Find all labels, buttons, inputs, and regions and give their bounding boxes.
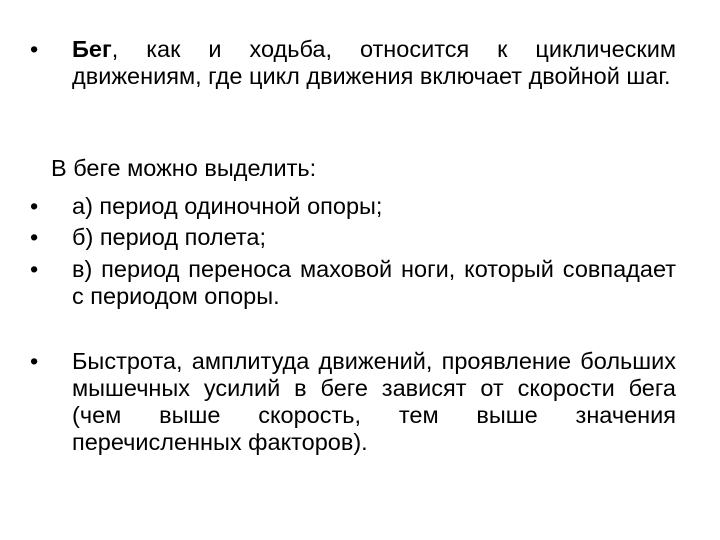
bullet-text [72,36,676,90]
bullet-text: в) период переноса маховой ноги, который совпадает с периодом опоры. [72,256,676,309]
bullet-marker: • [30,256,39,282]
bullet-item-run-definition [30,36,676,90]
bullet-marker: • [30,224,39,250]
bullet-text: б) период полета; [72,224,266,250]
bullet-item-c [30,256,676,310]
term-description: , как и ходьба, относится к циклическим движениям, где цикл движения включает двойной шаг. [72,36,676,89]
bullet-text: а) период одиночной опоры; [72,193,383,219]
intro-line: В беге можно выделить: [51,155,317,181]
bullet-marker: • [30,36,39,62]
bullet-item-a [30,193,676,220]
bullet-marker: • [30,348,39,374]
bullet-item-speed [30,348,676,456]
bullet-item-b [30,224,676,251]
term-bold: Бег [72,36,112,62]
bullet-marker: • [30,193,39,219]
bullet-text: Быстрота, амплитуда движений, проявление больших мышечных усилий в беге зависят от скорости бега (чем выше скорость, тем выше значения перечисленных факторов). [72,348,676,455]
